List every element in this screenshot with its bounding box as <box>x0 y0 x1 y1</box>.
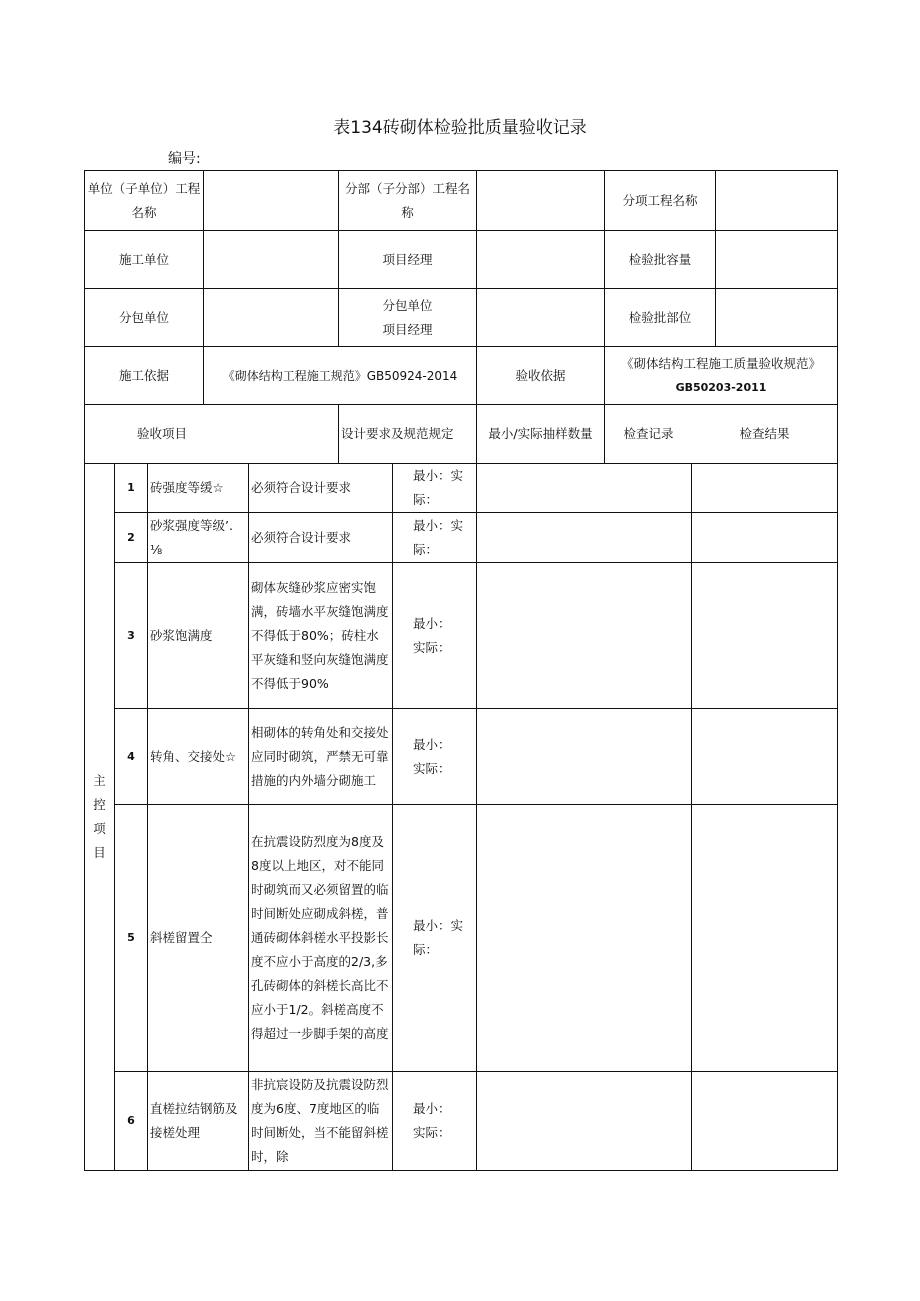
header-table <box>84 170 838 464</box>
sub-project-value[interactable] <box>477 171 605 231</box>
acceptance-basis-value <box>605 347 838 405</box>
item-record[interactable] <box>477 805 692 1072</box>
item-requirement: 砌体灰缝砂浆应密实饱满，砖墙水平灰缝饱满度不得低于80%；砖柱水平灰缝和竖向灰缝饱满度不得低于90% <box>249 563 393 709</box>
table-row <box>85 1072 838 1171</box>
item-no: 6 <box>115 1072 148 1171</box>
table-row <box>85 709 838 805</box>
item-no: 5 <box>115 805 148 1072</box>
item-sample: 最小：实际： <box>393 805 477 1072</box>
item-name: 转角、交接处☆ <box>148 709 249 805</box>
acceptance-basis-line2: GB50203-2011 <box>675 380 767 394</box>
item-result[interactable] <box>692 1072 838 1171</box>
item-sample-min: 最小： <box>413 736 451 752</box>
item-no: 4 <box>115 709 148 805</box>
item-record[interactable] <box>477 709 692 805</box>
subcontract-manager-label: 分包单位项目经理 <box>339 289 477 347</box>
subcontract-unit-value[interactable] <box>204 289 339 347</box>
item-project-value[interactable] <box>716 171 838 231</box>
item-no: 3 <box>115 563 148 709</box>
acceptance-basis-label: 验收依据 <box>477 347 605 405</box>
main-control-label: 主控项目 <box>85 464 115 1171</box>
construction-unit-label: 施工单位 <box>85 231 204 289</box>
item-project-label: 分项工程名称 <box>605 171 716 231</box>
batch-capacity-value[interactable] <box>716 231 838 289</box>
batch-capacity-label: 检验批容量 <box>605 231 716 289</box>
item-sample-actual: 实际： <box>413 760 451 776</box>
sub-project-label: 分部（子分部）工程名称 <box>339 171 477 231</box>
item-result[interactable] <box>692 464 838 513</box>
project-manager-label: 项目经理 <box>339 231 477 289</box>
item-sample-min: 最小： <box>413 615 451 631</box>
unit-project-value[interactable] <box>204 171 339 231</box>
table-row <box>85 805 838 1072</box>
acceptance-basis-line1: 《砌体结构工程施工质量验收规范》 <box>620 355 821 371</box>
construction-basis-value: 《砌体结构工程施工规范》GB50924-2014 <box>204 347 477 405</box>
item-result[interactable] <box>692 709 838 805</box>
table-row <box>85 563 838 709</box>
item-sample-actual: 实际： <box>413 639 451 655</box>
table-row <box>85 513 838 563</box>
col-header-record: 检查记录 <box>623 426 674 441</box>
item-record[interactable] <box>477 513 692 563</box>
col-header-record-result <box>605 405 838 464</box>
item-sample: 最小：实际： <box>393 513 477 563</box>
item-result[interactable] <box>692 513 838 563</box>
item-sample <box>393 1072 477 1171</box>
item-result[interactable] <box>692 805 838 1072</box>
item-sample <box>393 563 477 709</box>
table-row <box>85 464 838 513</box>
col-header-design: 设计要求及规范规定 <box>339 405 477 464</box>
construction-basis-label: 施工依据 <box>85 347 204 405</box>
serial-number-label: 编号: <box>168 151 201 167</box>
col-header-item: 验收项目 <box>85 405 339 464</box>
subcontract-unit-label: 分包单位 <box>85 289 204 347</box>
item-record[interactable] <box>477 563 692 709</box>
item-name: 直槎拉结钢筋及接槎处理 <box>148 1072 249 1171</box>
batch-location-value[interactable] <box>716 289 838 347</box>
item-requirement: 在抗震设防烈度为8度及8度以上地区，对不能同时砌筑而又必须留置的临时间断处应砌成斜槎，普通砖砌体斜槎水平投影长度不应小于高度的2/3,多孔砖砌体的斜槎长高比不应小于1/2。斜槎高度不得超过一步脚手架的高度 <box>249 805 393 1072</box>
construction-unit-value[interactable] <box>204 231 339 289</box>
item-name: 砂浆饱满度 <box>148 563 249 709</box>
item-requirement: 相砌体的转角处和交接处应同时砌筑，严禁无可靠措施的内外墙分砌施工 <box>249 709 393 805</box>
item-sample: 最小：实际： <box>393 464 477 513</box>
item-requirement: 非抗宸设防及抗震设防烈度为6度、7度地区的临时间断处，当不能留斜槎时，除 <box>249 1072 393 1171</box>
item-result[interactable] <box>692 563 838 709</box>
item-requirement: 必须符合设计要求 <box>249 464 393 513</box>
item-name: 斜槎留置仝 <box>148 805 249 1072</box>
batch-location-label: 检验批部位 <box>605 289 716 347</box>
item-sample <box>393 709 477 805</box>
col-header-result: 检查结果 <box>739 426 790 441</box>
unit-project-label: 单位（子单位）工程名称 <box>85 171 204 231</box>
items-table <box>84 463 838 1171</box>
item-record[interactable] <box>477 464 692 513</box>
item-requirement: 必须符合设计要求 <box>249 513 393 563</box>
item-record[interactable] <box>477 1072 692 1171</box>
item-sample-actual: 实际： <box>413 1125 451 1140</box>
item-no: 2 <box>115 513 148 563</box>
item-name: 砂浆强度等级’. ⅛ <box>148 513 249 563</box>
page-title: 表134砖砌体检验批质量验收记录 <box>333 118 587 138</box>
subcontract-manager-value[interactable] <box>477 289 605 347</box>
col-header-sample: 最小/实际抽样数量 <box>477 405 605 464</box>
project-manager-value[interactable] <box>477 231 605 289</box>
item-sample-min: 最小： <box>413 1101 451 1116</box>
item-name: 砖强度等缓☆ <box>148 464 249 513</box>
item-no: 1 <box>115 464 148 513</box>
